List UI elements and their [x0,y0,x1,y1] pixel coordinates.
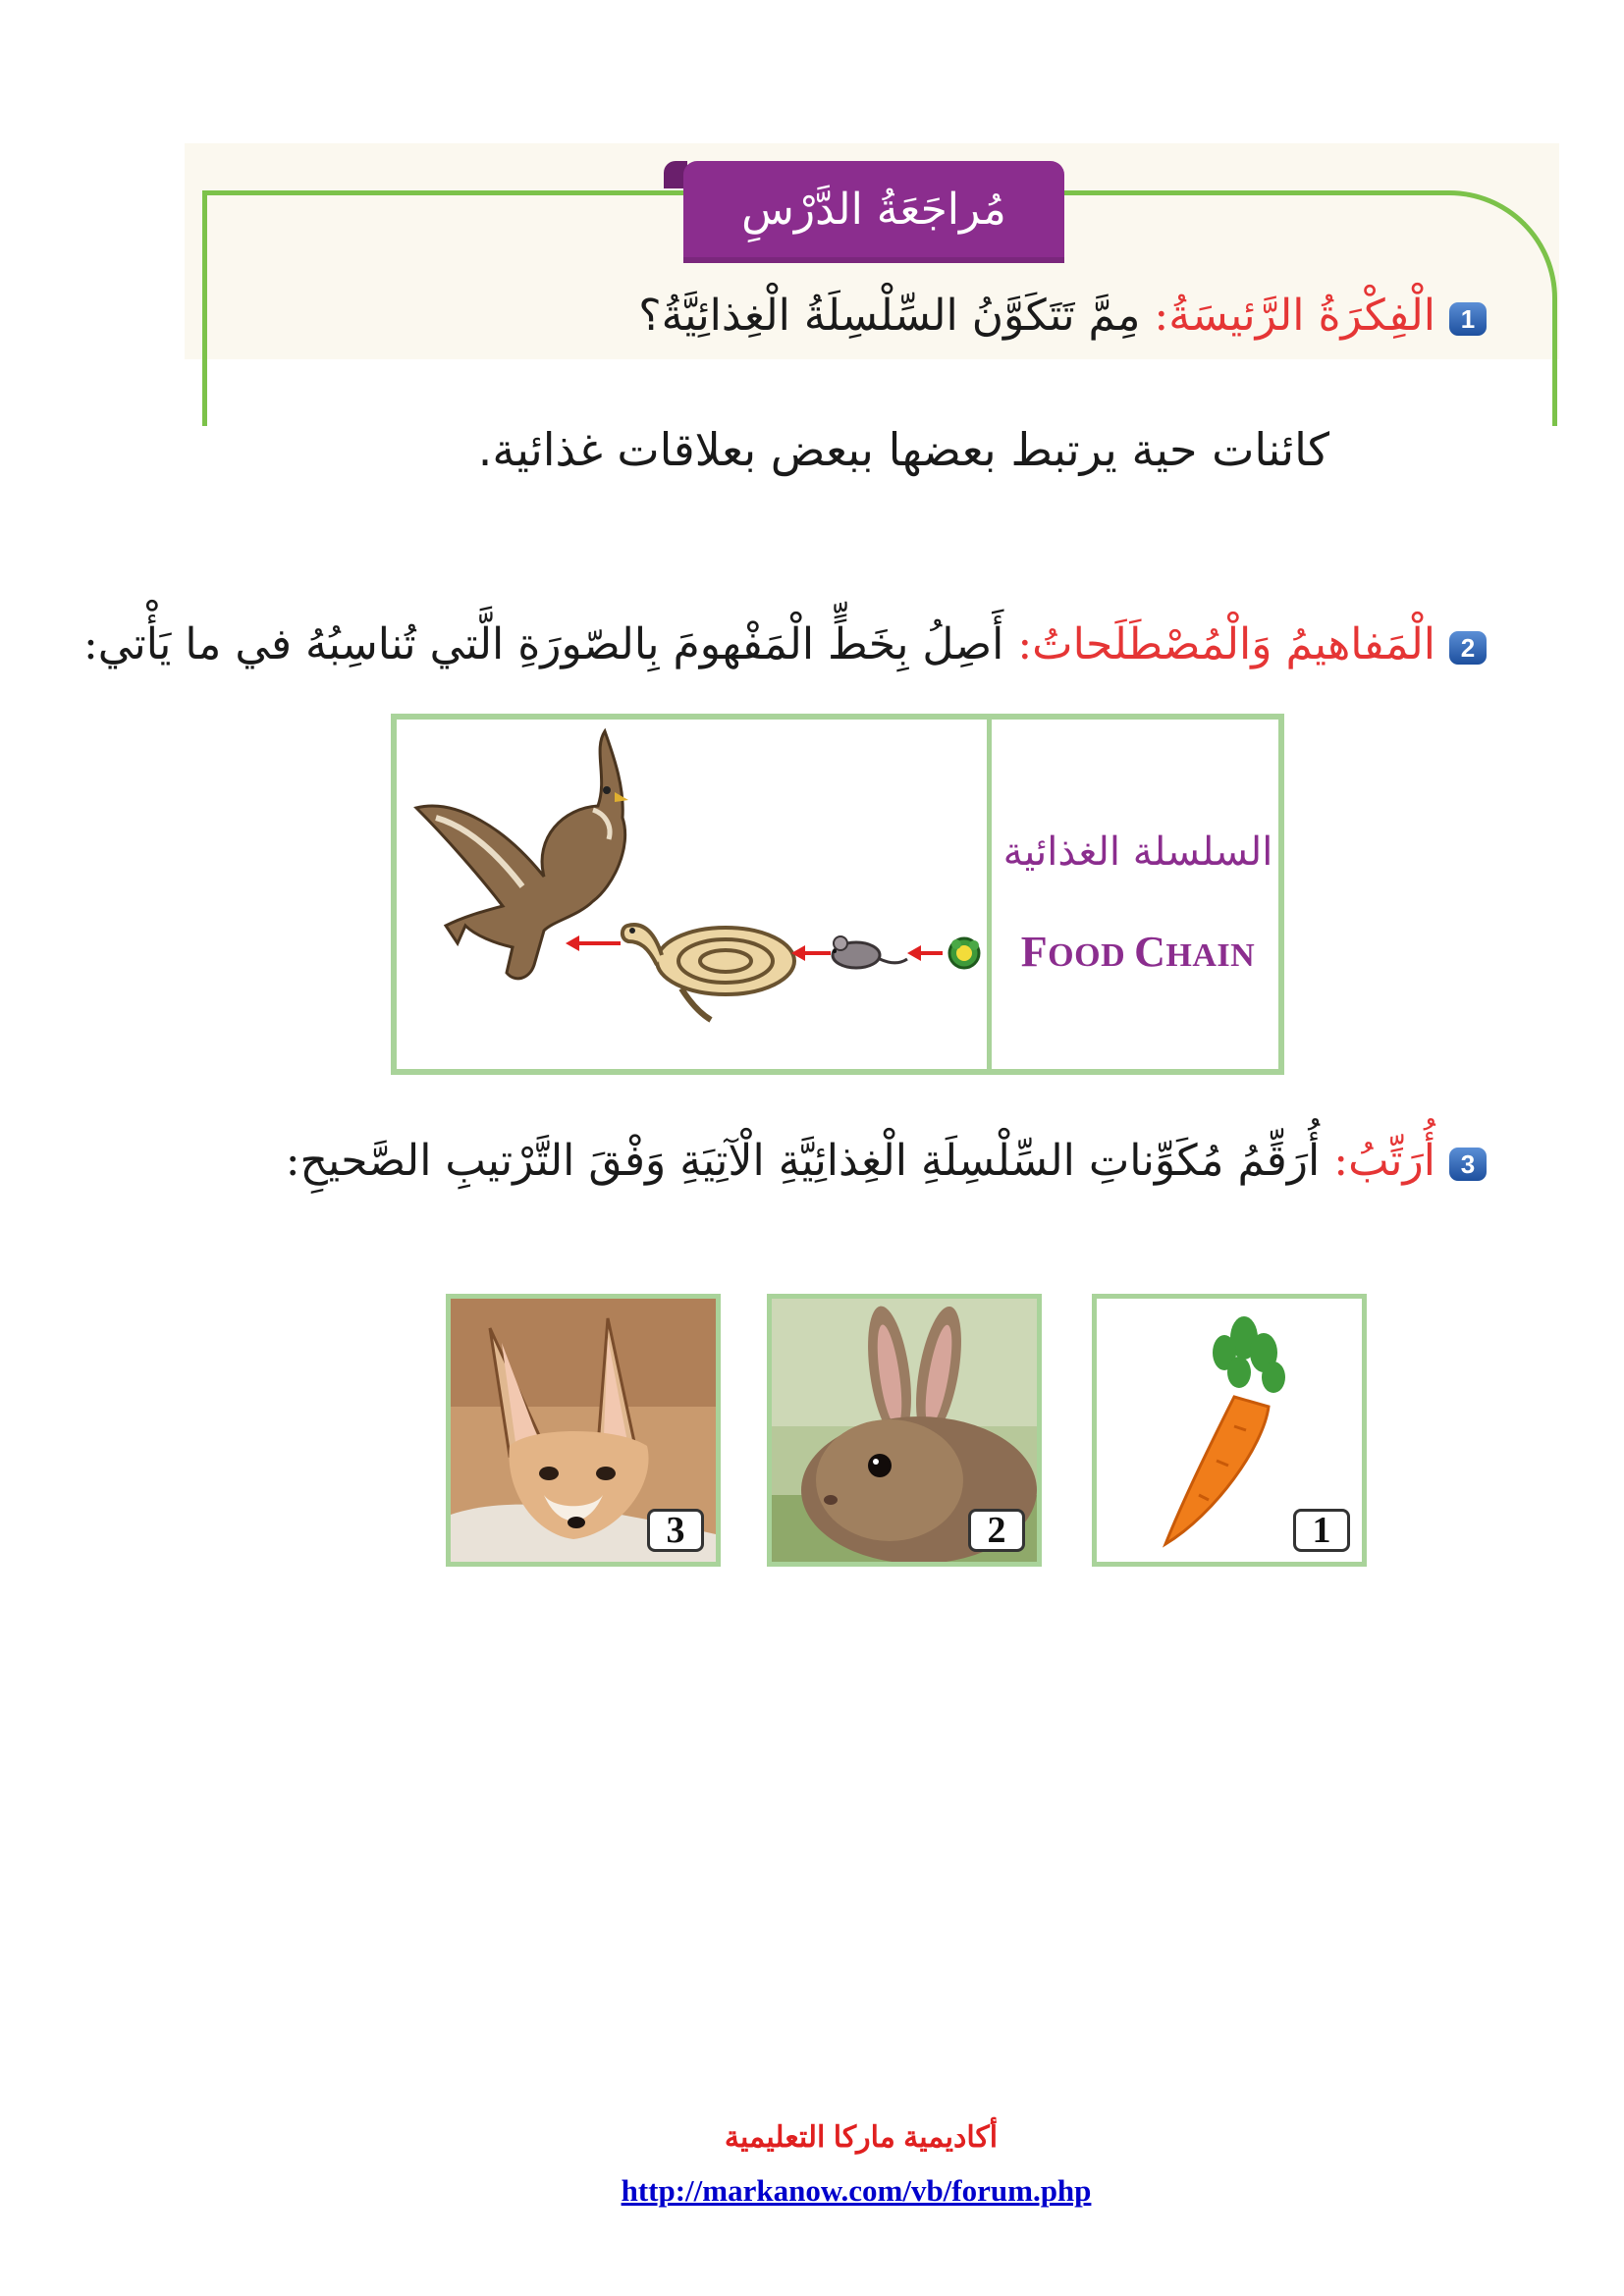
question-2-text: أَصِلُ بِخَطٍّ الْمَفْهومَ بِالصّورَةِ الَّتي تُناسِبُهُ في ما يَأْتي: [82,619,1018,669]
question-1-label: الْفِكْرَةُ الرَّئيسَةُ: [1154,291,1435,341]
card-carrot-number: 1 [1293,1509,1350,1552]
snake-icon [623,925,794,1020]
question-3-label: أُرَتِّبُ: [1333,1136,1435,1186]
question-2 [83,615,1487,674]
question-3 [286,1132,1487,1191]
food-chain-term-english [992,927,1284,977]
card-rabbit [767,1294,1042,1567]
question-number-1: 1 [1449,302,1487,336]
question-2-label: الْمَفاهيمُ وَالْمُصْطَلَحاتُ: [1017,619,1435,669]
question-1 [638,287,1487,346]
card-fox-number: 3 [647,1509,704,1552]
card-fox [446,1294,721,1567]
food-chain-illustration [397,720,986,1069]
food-chain-term-arabic: السلسلة الغذائية [1002,829,1273,875]
food-chain-table-divider [987,714,992,1075]
mouse-icon [833,936,907,968]
question-3-text: أُرَقِّمُ مُكَوِّناتِ السِّلْسِلَةِ الْغِذائِيَّةِ الْآتِيَةِ وَفْقَ التَّرْتيبِ الصَّحيحِ: [285,1136,1334,1186]
card-carrot [1092,1294,1367,1567]
question-1-text: مِمَّ تَتَكَوَّنُ السِّلْسِلَةُ الْغِذائِيَّةُ؟ [638,291,1155,341]
question-number-2: 2 [1449,631,1487,665]
flower-icon [949,938,979,968]
term-en-letter-c: C [1134,928,1166,976]
arrow-mouse-to-snake [791,945,831,961]
question-number-3: 3 [1449,1148,1487,1181]
term-en-ood: OOD [1048,937,1135,974]
term-en-letter-f: F [1020,928,1049,976]
card-rabbit-number: 2 [968,1509,1025,1552]
review-title: مُراجَعَةُ الدَّرْسِ [741,185,1006,235]
term-en-hain: HAIN [1165,937,1256,974]
footer-academy-name: أكاديمية ماركا التعليمية [724,2121,999,2154]
answer-1: كائنات حية يرتبط بعضها ببعض بعلاقات غذائية. [477,423,1329,476]
arrow-flower-to-mouse [907,945,943,961]
arrow-snake-to-eagle [566,935,621,951]
footer-forum-link[interactable]: http://markanow.com/vb/forum.php [621,2173,1092,2208]
